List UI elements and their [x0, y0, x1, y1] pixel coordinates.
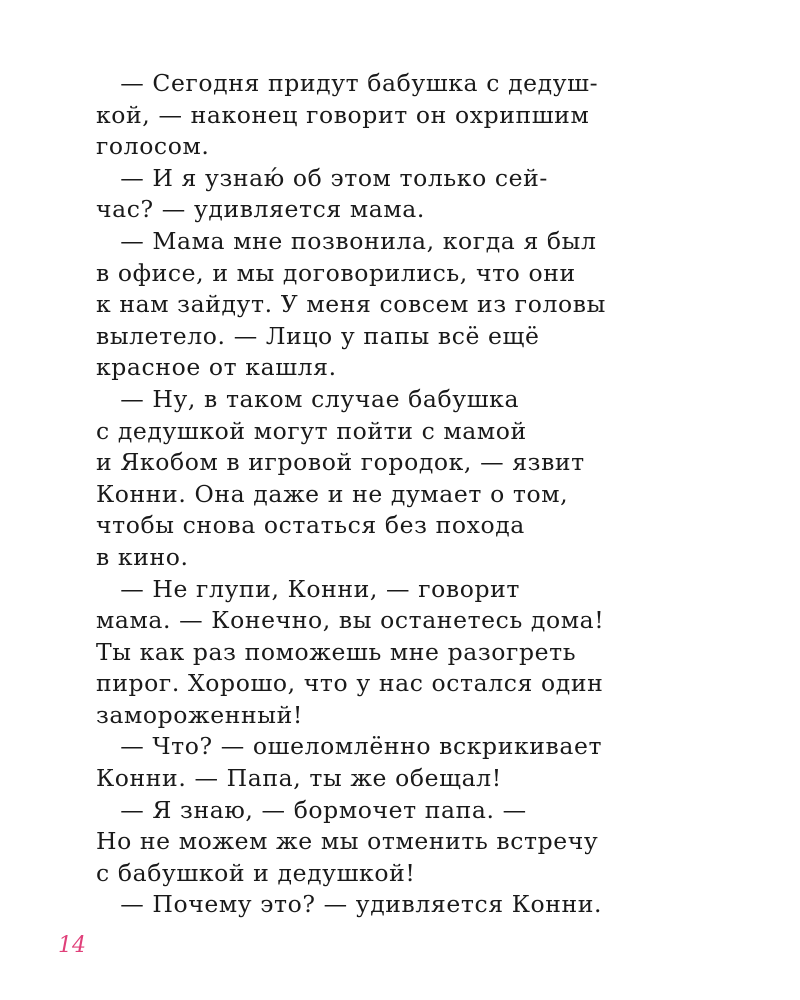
- text-line: — Почему это? — удивляется Конни.: [96, 890, 603, 919]
- text-line: — Я знаю, — бормочет папа. —: [96, 795, 527, 824]
- body-text: [96, 68, 696, 921]
- text-line: мама. — Конечно, вы останетесь дома!: [96, 606, 605, 635]
- text-line: — Ну, в таком случае бабушка: [96, 384, 520, 413]
- text-line: с бабушкой и дедушкой!: [96, 858, 416, 887]
- page-number: 14: [58, 933, 86, 958]
- text-line: — Что? — ошеломлённо вскрикивает: [96, 732, 603, 761]
- text-line: — И я узнаю́ об этом только сей-: [96, 163, 548, 192]
- text-line: час? — удивляется мама.: [96, 195, 425, 224]
- text-line: Конни. — Папа, ты же обещал!: [96, 764, 502, 793]
- text-line: Конни. Она даже и не думает о том,: [96, 479, 569, 508]
- text-line: чтобы снова остаться без похода: [96, 511, 525, 540]
- text-line: вылетело. — Лицо у папы всё ещё: [96, 321, 540, 350]
- text-line: Но не можем же мы отменить встречу: [96, 827, 599, 856]
- text-line: красное от кашля.: [96, 353, 337, 382]
- text-line: с дедушкой могут пойти с мамой: [96, 416, 527, 445]
- text-line: пирог. Хорошо, что у нас остался один: [96, 669, 604, 698]
- text-line: голосом.: [96, 132, 210, 161]
- text-line: замороженный!: [96, 700, 303, 729]
- text-line: в кино.: [96, 542, 189, 571]
- text-line: Ты как раз поможешь мне разогреть: [96, 637, 577, 666]
- text-line: — Сегодня придут бабушка с дедуш-: [96, 69, 599, 97]
- text-line: и Якобом в игровой городок, — язвит: [96, 448, 585, 477]
- text-line: — Мама мне позвонила, когда я был: [96, 226, 597, 255]
- text-line: в офисе, и мы договорились, что они: [96, 258, 576, 287]
- text-line: кой, — наконец говорит он охрипшим: [96, 100, 590, 129]
- text-line: — Не глупи, Конни, — говорит: [96, 574, 520, 603]
- text-line: к нам зайдут. У меня совсем из головы: [96, 290, 606, 319]
